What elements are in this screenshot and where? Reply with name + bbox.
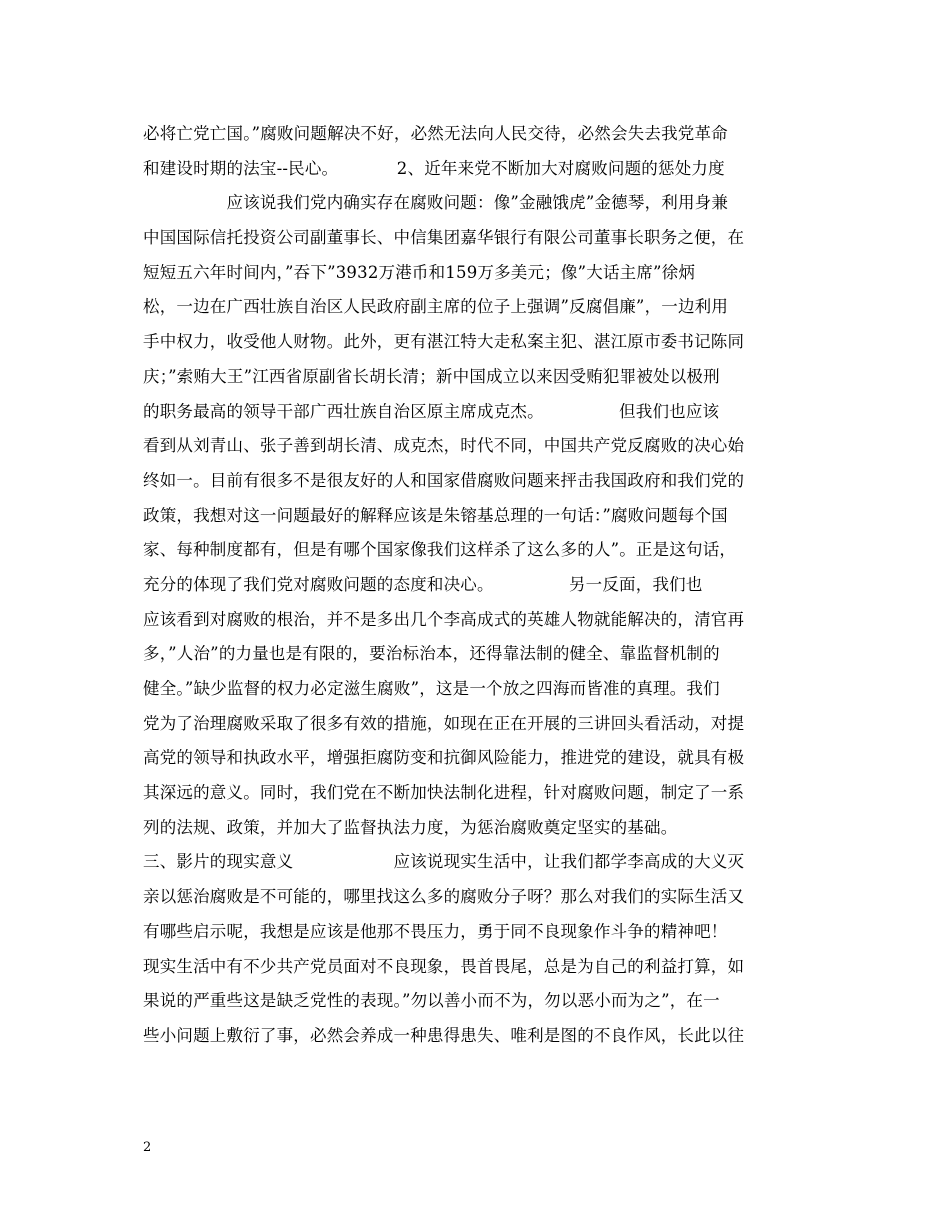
text-line: 多，”人治”的力量也是有限的，要治标治本，还得靠法制的健全、靠监督机制的	[143, 644, 720, 664]
text-line: 三、影片的现实意义 应该说现实生活中，让我们都学李高成的大义灭	[143, 852, 745, 872]
text-line: 松，一边在广西壮族自治区人民政府副主席的位子上强调”反腐倡廉”，一边利用	[143, 297, 729, 317]
text-line: 看到从刘青山、张子善到胡长清、成克杰，时代不同，中国共产党反腐败的决心始	[143, 436, 745, 456]
text-line: 短短五六年时间内，”吞下”3932万港币和159万多美元；像”大话主席”徐炳	[143, 262, 696, 282]
text-line: 健全。”缺少监督的权力必定滋生腐败”，这是一个放之四海而皆准的真理。我们	[143, 679, 720, 698]
text-line: 高党的领导和执政水平，增强拒腐防变和抗御风险能力，推进党的建设，就具有极	[143, 748, 745, 768]
text-line: 其深远的意义。同时，我们党在不断加快法制化进程，针对腐败问题，制定了一系	[143, 783, 745, 803]
text-line: 的职务最高的领导干部广西壮族自治区原主席成克杰。 但我们也应该	[143, 401, 720, 421]
text-line: 果说的严重些这是缺乏党性的表现。”勿以善小而不为，勿以恶小而为之”，在一	[143, 991, 720, 1011]
text-line: 现实生活中有不少共产党员面对不良现象，畏首畏尾，总是为自己的利益打算，如	[143, 956, 745, 976]
text-line: 庆；”索贿大王”江西省原副省长胡长清；新中国成立以来因受贿犯罪被处以极刑	[143, 366, 720, 386]
text-line: 党为了治理腐败采取了很多有效的措施，如现在正在开展的三讲回头看活动，对提	[143, 713, 745, 733]
page-number: 2	[143, 1140, 152, 1155]
text-line: 必将亡党亡国。”腐败问题解决不好，必然无法向人民交待，必然会失去我党革命	[143, 124, 728, 143]
text-line: 应该看到对腐败的根治，并不是多出几个李高成式的英雄人物就能解决的，清官再	[143, 609, 745, 629]
text-line: 家、每种制度都有，但是有哪个国家像我们这样杀了这么多的人”。正是这句话，	[143, 540, 737, 560]
text-line: 充分的体现了我们党对腐败问题的态度和决心。 另一反面，我们也	[143, 574, 703, 594]
text-line: 手中权力，收受他人财物。此外，更有湛江特大走私案主犯、湛江原市委书记陈同	[143, 332, 745, 352]
text-line: 些小问题上敷衍了事，必然会养成一种患得患失、唯利是图的不良作风，长此以往	[143, 1025, 745, 1045]
text-line: 终如一。目前有很多不是很友好的人和国家借腐败问题来抨击我国政府和我们党的	[143, 470, 745, 490]
text-line: 政策，我想对这一问题最好的解释应该是朱镕基总理的一句话：”腐败问题每个国	[143, 505, 728, 525]
text-line: 有哪些启示呢，我想是应该是他那不畏压力，勇于同不良现象作斗争的精神吧！	[143, 921, 728, 941]
text-line: 亲以惩治腐败是不可能的，哪里找这么多的腐败分子呀？那么对我们的实际生活又	[143, 887, 745, 907]
text-line: 中国国际信托投资公司副董事长、中信集团嘉华银行有限公司董事长职务之便，在	[143, 228, 745, 248]
text-line: 列的法规、政策，并加大了监督执法力度，为惩治腐败奠定坚实的基础。	[143, 817, 678, 837]
text-line: 和建设时期的法宝--民心。 2、近年来党不断加大对腐败问题的惩处力度	[143, 158, 725, 178]
text-line: 应该说我们党内确实存在腐败问题：像”金融饿虎”金德琴，利用身兼	[143, 193, 729, 213]
body-text	[143, 117, 823, 1054]
